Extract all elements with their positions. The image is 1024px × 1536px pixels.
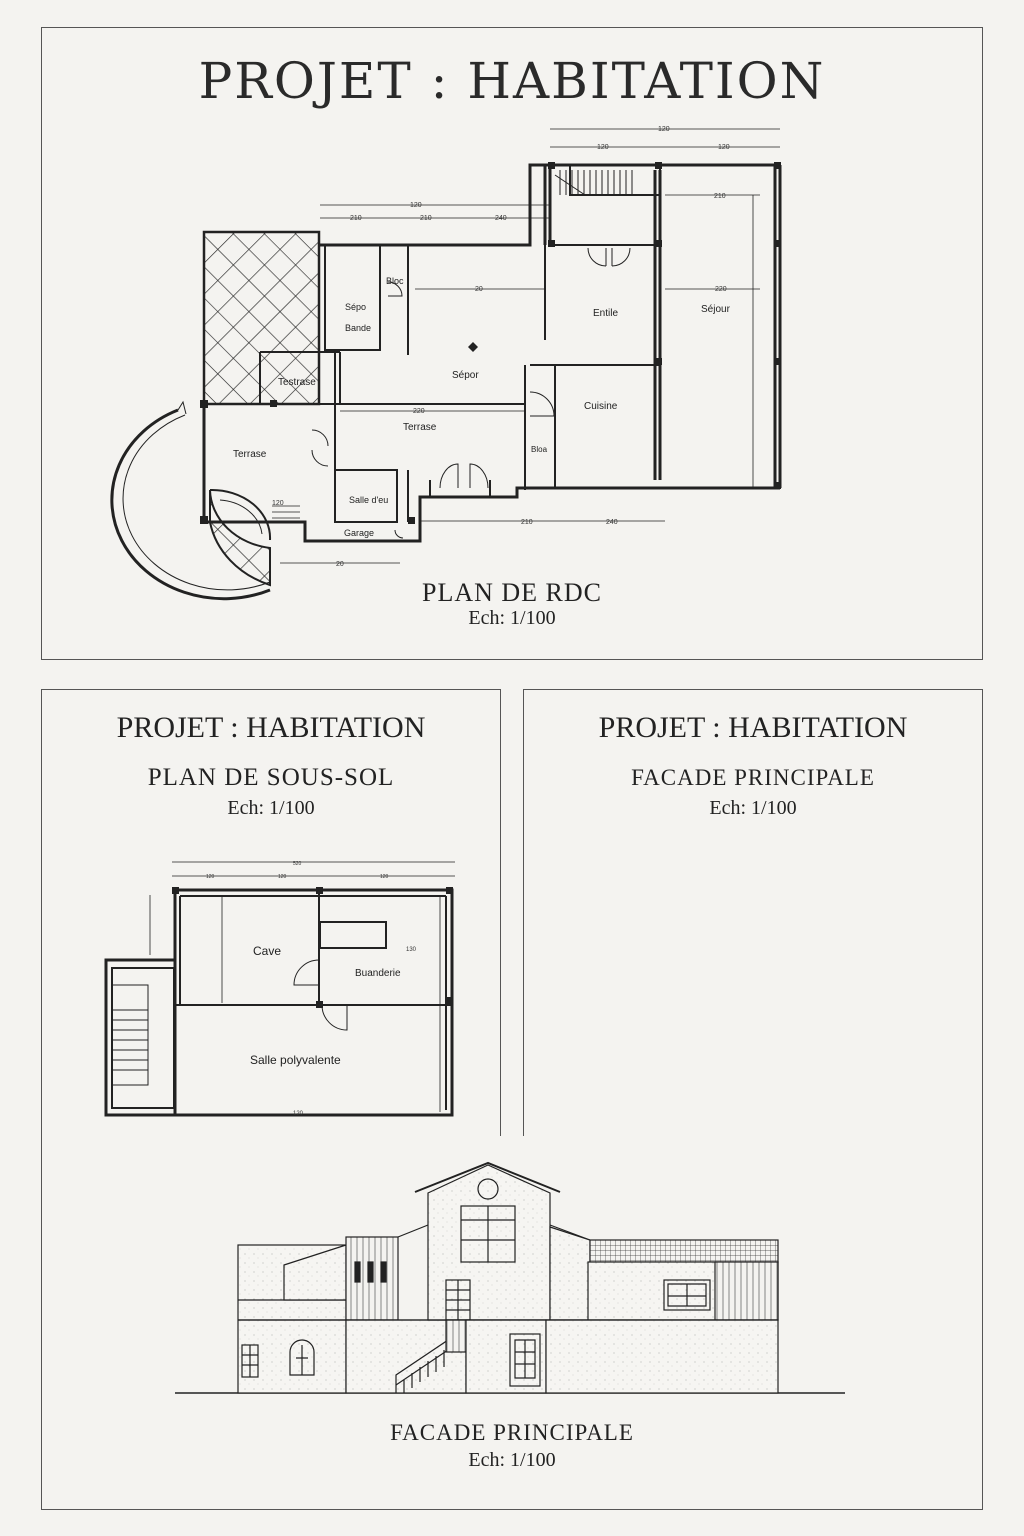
facade-bottom-scale: Ech: 1/100 (468, 1449, 556, 1471)
room-label: Sépor (452, 370, 479, 381)
dimension-label: 20 (475, 286, 483, 293)
dimension-label: 120 (718, 144, 730, 151)
sous-sol-scale: Ech: 1/100 (227, 797, 315, 819)
facade-right-plan-title: FACADE PRINCIPALE (631, 765, 875, 790)
rdc-scale: Ech: 1/100 (468, 607, 556, 629)
room-label: Bloc (386, 276, 404, 286)
room-label: Cave (253, 944, 282, 958)
room-label: Sépo (345, 302, 367, 312)
dimension-label: 20 (336, 561, 344, 568)
room-label: Garage (344, 528, 375, 538)
room-label: Bande (345, 323, 372, 333)
dimension-label: 210 (350, 215, 362, 222)
sous-sol-plan-title: PLAN DE SOUS-SOL (147, 764, 395, 791)
dimension-label: 120 (658, 126, 670, 133)
dimension-label: 210 (521, 519, 533, 526)
dimension-label: 120 (410, 202, 422, 209)
main-title: PROJET : HABITATION (198, 52, 826, 110)
dimension-label: 120 (206, 874, 215, 880)
sous-sol-plan (106, 862, 455, 1115)
room-label: Terrase (403, 422, 437, 433)
dimension-label: 120 (293, 1111, 304, 1117)
rdc-plan-title: PLAN DE RDC (421, 578, 602, 607)
room-label: Séjour (701, 304, 730, 315)
facade-bottom-title: FACADE PRINCIPALE (390, 1420, 634, 1445)
room-label: Testrase (278, 377, 316, 388)
dimension-label: 130 (406, 947, 417, 953)
rdc-plan (112, 129, 781, 599)
dimension-label: 210 (420, 215, 432, 222)
sous-sol-labels (206, 861, 417, 1117)
dimension-label: 210 (714, 193, 726, 200)
dimension-label: 120 (597, 144, 609, 151)
dimension-label: 240 (495, 215, 507, 222)
dimension-label: 120 (278, 874, 287, 880)
dimension-label: 520 (293, 861, 302, 867)
facade-elevation (175, 1163, 845, 1393)
room-label: Terrase (233, 449, 267, 460)
dimension-label: 120 (380, 874, 389, 880)
dimension-label: 220 (413, 408, 425, 415)
room-label: Bloa (531, 445, 548, 454)
room-label: Cuisine (584, 401, 618, 412)
dimension-label: 220 (715, 286, 727, 293)
room-label: Salle d'eu (349, 495, 389, 505)
dimension-label: 240 (606, 519, 618, 526)
sous-sol-title: PROJET : HABITATION (116, 711, 426, 744)
dimension-label: 120 (272, 500, 284, 507)
room-label: Salle polyvalente (250, 1053, 341, 1067)
room-label: Buanderie (355, 968, 401, 979)
room-label: Entile (593, 308, 619, 319)
facade-right-title: PROJET : HABITATION (598, 711, 908, 744)
facade-right-scale: Ech: 1/100 (709, 797, 797, 819)
